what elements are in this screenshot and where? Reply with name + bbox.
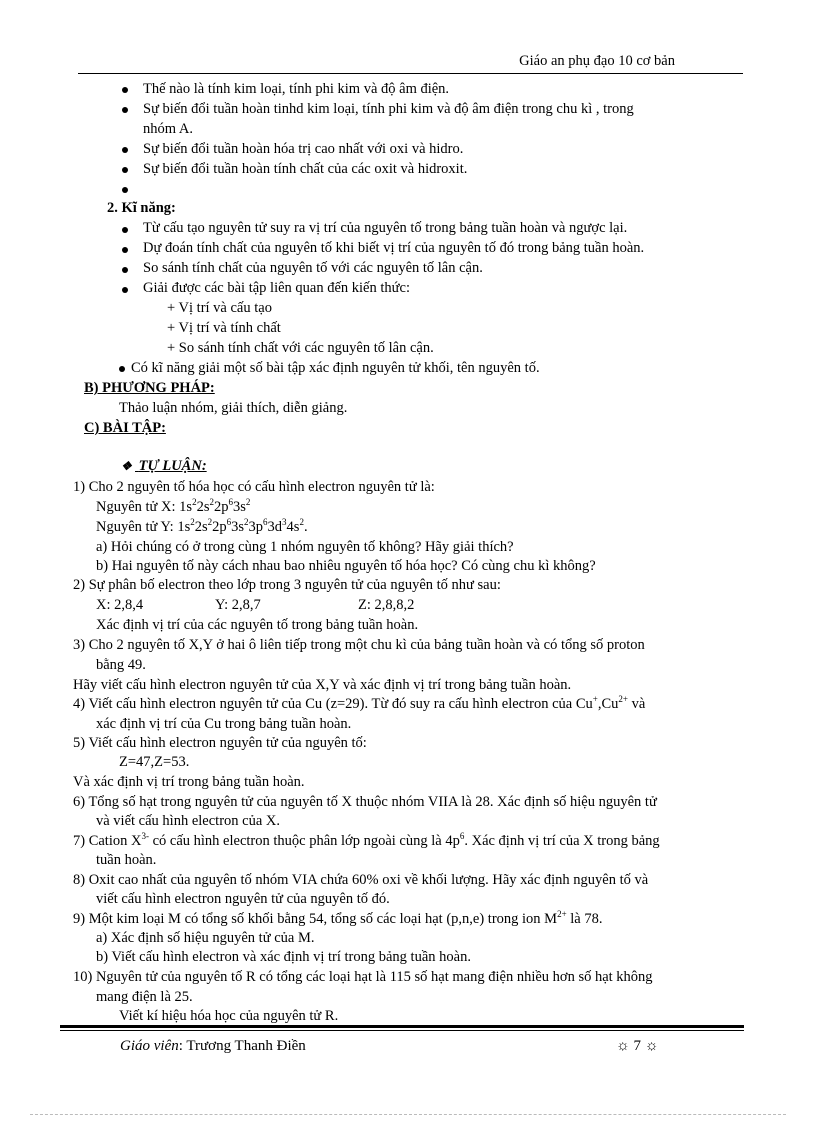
question-10: 10) Nguyên tử của nguyên tố R có tổng các loại hạt là 115 số hạt mang điện nhiều hơn số hạt không xyxy=(73,969,653,985)
bullet-icon xyxy=(122,187,128,193)
method-text: Thảo luận nhóm, giải thích, diễn giảng. xyxy=(119,400,348,416)
question-8: 8) Oxit cao nhất của nguyên tố nhóm VIA chứa 60% oxi về khối lượng. Hãy xác định nguyên tố và xyxy=(73,872,649,888)
skill-item: Từ cấu tạo nguyên tử suy ra vị trí của nguyên tố trong bảng tuần hoàn và ngược lại. xyxy=(143,220,628,236)
knowledge-item-cont: nhóm A. xyxy=(143,121,193,137)
knowledge-item: Thế nào là tính kim loại, tính phi kim và độ âm điện. xyxy=(143,81,450,97)
question-1-y: Nguyên tử Y: $1s^22s^22p^63s^23p^63d^34s^2$. xyxy=(96,517,308,535)
ornament-left-icon: ☼ xyxy=(616,1038,630,1054)
bullet-icon xyxy=(122,247,128,253)
bullet-icon xyxy=(122,147,128,153)
bullet-icon xyxy=(122,107,128,113)
knowledge-item: Sự biến đổi tuần hoàn tinhd kim loại, tính phi kim và độ âm điện trong chu kì , trong xyxy=(143,101,634,117)
bullet-icon xyxy=(122,227,128,233)
question-1-x: Nguyên tử X: $1s^22s^22p^63s^2$ xyxy=(96,497,251,515)
footer-rule-thin xyxy=(60,1030,744,1031)
bullet-icon xyxy=(122,167,128,173)
question-10-task: Viết kí hiệu hóa học của nguyên tử R. xyxy=(119,1008,339,1024)
question-4-cont: xác định vị trí của Cu trong bảng tuần hoàn. xyxy=(96,716,352,732)
question-9: 9) Một kim loại M có tổng số khối bằng 54, tổng số các loại hạt (p,n,e) trong ion $M^{2+}$ là 78. xyxy=(73,909,603,927)
question-7-cont: tuần hoàn. xyxy=(96,852,157,868)
question-8-cont: viết cấu hình electron nguyên tử của nguyên tố đó. xyxy=(96,891,390,907)
question-6-cont: và viết cấu hình electron của X. xyxy=(96,813,280,829)
skill-subitem: + So sánh tính chất với các nguyên tố lân cận. xyxy=(167,340,434,356)
question-5-task: Và xác định vị trí trong bảng tuần hoàn. xyxy=(73,774,305,790)
footer-teacher: Giáo viên: Trương Thanh Điền xyxy=(120,1038,306,1054)
knowledge-item: Sự biến đổi tuần hoàn tính chất của các oxit và hidroxit. xyxy=(143,161,468,177)
skill-subitem: + Vị trí và tính chất xyxy=(167,320,281,336)
header-rule xyxy=(78,73,743,74)
footer-page xyxy=(616,1037,659,1057)
question-2-task: Xác định vị trí của các nguyên tố trong bảng tuần hoàn. xyxy=(96,617,419,633)
bullet-icon xyxy=(122,87,128,93)
ornament-right-icon: ☼ xyxy=(644,1038,659,1054)
question-3: 3) Cho 2 nguyên tố X,Y ở hai ô liên tiếp trong một chu kì của bảng tuần hoàn và có tổng số proton xyxy=(73,637,645,653)
footer-rule-thick xyxy=(60,1025,744,1028)
question-7: 7) Cation $X^{3-}$ có cấu hình electron thuộc phân lớp ngoài cùng là $4p^6$. Xác định vị trí của X trong bảng xyxy=(73,831,660,849)
question-1b: b) Hai nguyên tố này cách nhau bao nhiêu nguyên tố hóa học? Có cùng chu kì không? xyxy=(96,558,596,574)
skill-item: Dự đoán tính chất của nguyên tố khi biết vị trí của nguyên tố đó trong bảng tuần hoàn. xyxy=(143,240,645,256)
question-10-cont: mang điện là 25. xyxy=(96,989,193,1005)
question-2-z: Z: 2,8,8,2 xyxy=(358,597,415,613)
skill-item: So sánh tính chất của nguyên tố với các nguyên tố lân cận. xyxy=(143,260,483,276)
bullet-icon xyxy=(122,287,128,293)
page-number: 7 xyxy=(633,1038,641,1054)
essay-subheading-text: TỰ LUẬN: xyxy=(138,458,207,474)
skills-heading: 2. Kĩ năng: xyxy=(107,200,176,216)
question-1: 1) Cho 2 nguyên tố hóa học có cấu hình electron nguyên tử là: xyxy=(73,479,435,495)
skill-item: Giải được các bài tập liên quan đến kiến thức: xyxy=(143,280,410,296)
question-5-z: Z=47,Z=53. xyxy=(119,754,190,770)
page-edge-dashed xyxy=(30,1114,786,1115)
knowledge-item: Sự biến đổi tuần hoàn hóa trị cao nhất với oxi và hidro. xyxy=(143,141,464,157)
page-header-title: Giáo an phụ đạo 10 cơ bản xyxy=(519,53,675,69)
question-3-task: Hãy viết cấu hình electron nguyên tử của X,Y và xác định vị trí trong bảng tuần hoàn. xyxy=(73,677,572,693)
question-1a: a) Hỏi chúng có ở trong cùng 1 nhóm nguyên tố không? Hãy giải thích? xyxy=(96,539,514,555)
question-3-cont: bằng 49. xyxy=(96,657,146,673)
bullet-icon xyxy=(119,366,125,372)
exercises-heading: C) BÀI TẬP: xyxy=(84,420,166,436)
method-heading: B) PHƯƠNG PHÁP: xyxy=(84,380,215,396)
question-2-x: X: 2,8,4 xyxy=(96,597,144,613)
skill-item-last: Có kĩ năng giải một số bài tập xác định nguyên tử khối, tên nguyên tố. xyxy=(131,360,540,376)
question-6: 6) Tổng số hạt trong nguyên tử của nguyên tố X thuộc nhóm VIIA là 28. Xác định số hiệu nguyên tử xyxy=(73,794,657,810)
essay-subheading xyxy=(121,457,207,477)
bullet-icon xyxy=(122,267,128,273)
diamond-bullet-icon: ❖ xyxy=(121,459,132,473)
question-9b: b) Viết cấu hình electron và xác định vị trí trong bảng tuần hoàn. xyxy=(96,949,471,965)
question-4: 4) Viết cấu hình electron nguyên tử của Cu (z=29). Từ đó suy ra cấu hình electron của $Cu^+,Cu^{2+}$ và xyxy=(73,694,646,712)
question-9a: a) Xác định số hiệu nguyên tử của M. xyxy=(96,930,315,946)
skill-subitem: + Vị trí và cấu tạo xyxy=(167,300,272,316)
question-2-y: Y: 2,8,7 xyxy=(215,597,261,613)
question-5: 5) Viết cấu hình electron nguyên tử của nguyên tố: xyxy=(73,735,367,751)
question-2: 2) Sự phân bố electron theo lớp trong 3 nguyên tử của nguyên tố như sau: xyxy=(73,577,501,593)
